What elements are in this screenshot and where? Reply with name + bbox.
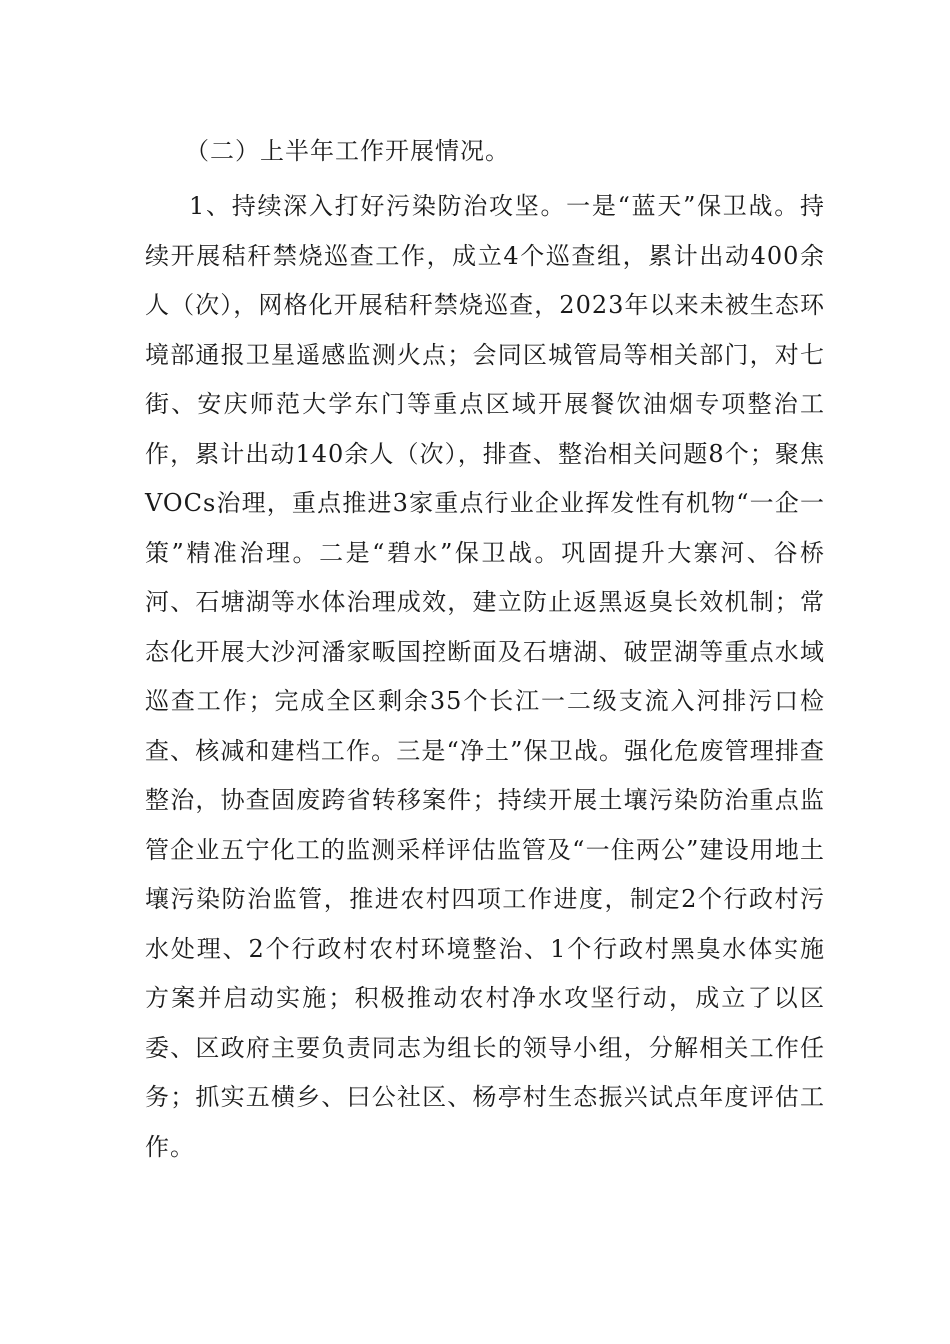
section-heading: （二）上半年工作开展情况。 <box>185 137 510 165</box>
body-paragraph: 1、持续深入打好污染防治攻坚。一是“蓝天”保卫战。持续开展秸秆禁烧巡查工作，成立4个巡查组，累计出动400余人（次），网格化开展秸秆禁烧巡查，2023年以来未被生态环境部通报卫星遥感监测火点；会同区城管局等相关部门，对七街、安庆师范大学东门等重点区域开展餐饮油烟专项整治工作，累计出动140余人（次），排查、整治相关问题8个；聚焦VOCs治理，重点推进3家重点行业企业挥发性有机物“一企一策”精准治理。二是“碧水”保卫战。巩固提升大寨河、谷桥河、石塘湖等水体治理成效，建立防止返黑返臭长效机制；常态化开展大沙河潘家畈国控断面及石塘湖、破罡湖等重点水域巡查工作；完成全区剩余35个长江一二级支流入河排污口检查、核减和建档工作。三是“净土”保卫战。强化危废管理排查整治，协查固废跨省转移案件；持续开展土壤污染防治重点监管企业五宁化工的监测采样评估监管及“一住两公”建设用地土壤污染防治监管，推进农村四项工作进度，制定2个行政村污水处理、2个行政村农村环境整治、1个行政村黑臭水体实施方案并启动实施；积极推动农村净水攻坚行动，成立了以区委、区政府主要负责同志为组长的领导小组，分解相关工作任务；抓实五横乡、曰公社区、杨亭村生态振兴试点年度评估工作。 <box>145 192 825 1161</box>
